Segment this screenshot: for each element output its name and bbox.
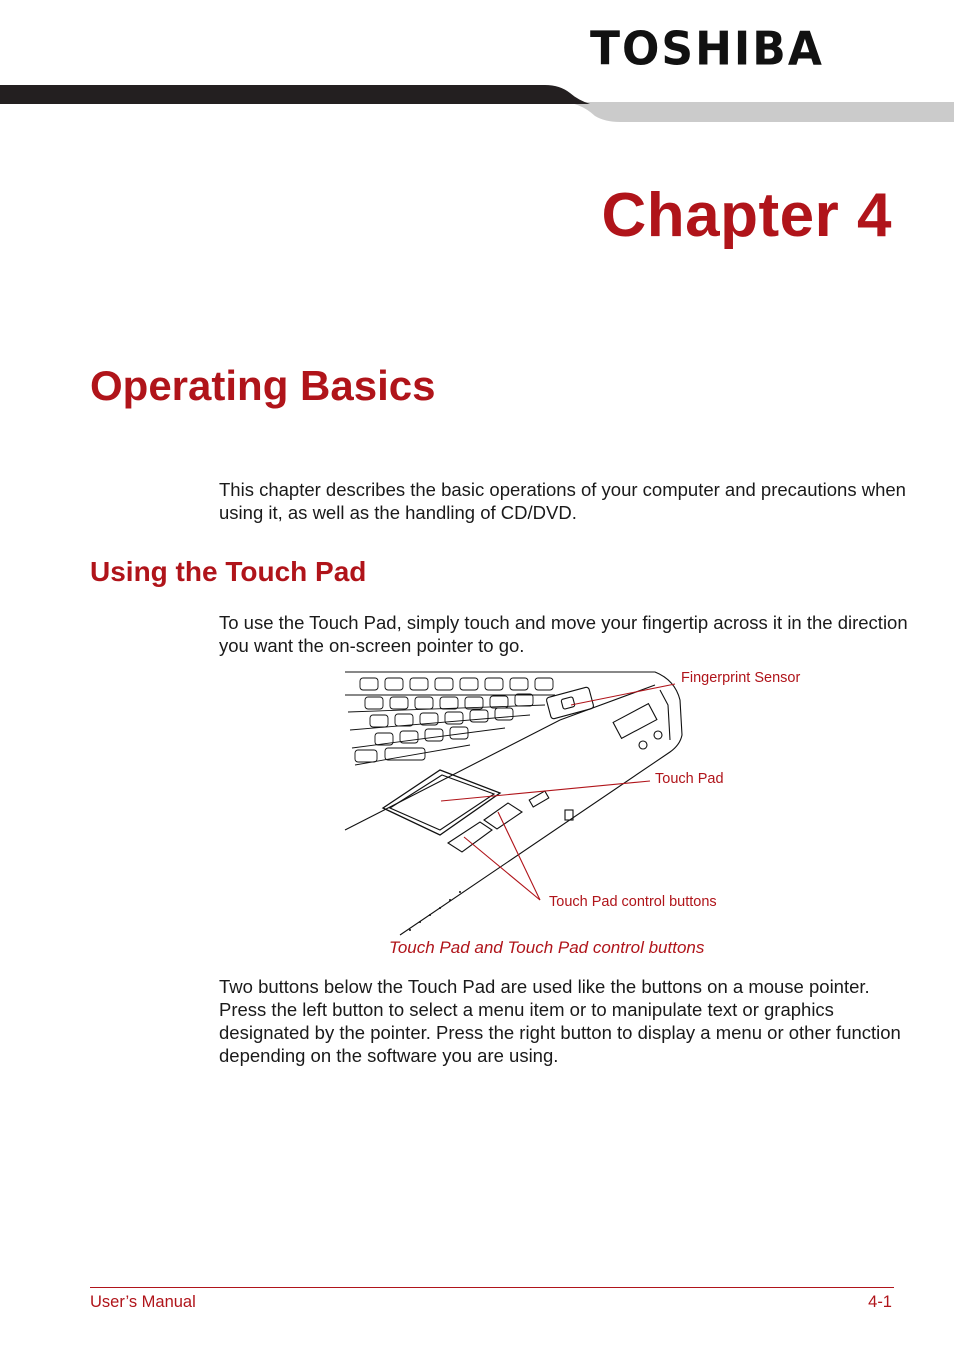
intro-paragraph: This chapter describes the basic operations of your computer and precautions when using it, as well as the handling of CD/DVD. xyxy=(219,479,906,523)
header-band xyxy=(0,80,954,128)
leader-touchpad xyxy=(441,781,650,801)
subsection-title: Using the Touch Pad xyxy=(90,556,367,587)
label-fingerprint-sensor: Fingerprint Sensor xyxy=(681,670,801,686)
label-touch-pad: Touch Pad xyxy=(655,771,724,787)
section-title: Operating Basics xyxy=(90,362,436,409)
touchpad-paragraph-1: To use the Touch Pad, simply touch and move your fingertip across it in the direction you want the on-screen pointer to go. xyxy=(219,612,908,656)
toshiba-logo: TOSHIBA xyxy=(590,22,824,77)
leader-button-left xyxy=(464,837,540,900)
header-band-light xyxy=(560,102,954,122)
footer-page-number: 4-1 xyxy=(868,1293,892,1311)
chapter-title: Chapter 4 xyxy=(601,181,892,250)
leader-button-right xyxy=(498,812,540,900)
figure-caption: Touch Pad and Touch Pad control buttons xyxy=(389,938,705,957)
header-band-dark xyxy=(0,85,590,104)
label-touch-pad-buttons: Touch Pad control buttons xyxy=(549,894,717,910)
footer-rule xyxy=(90,1287,894,1288)
touchpad-paragraph-2: Two buttons below the Touch Pad are used like the buttons on a mouse pointer. Press the left button to select a menu item or to manipulate text or graphics designated by the pointer. Press the right button to display a menu or other function depending on the software you are using. xyxy=(219,976,901,1066)
footer-manual-title: User’s Manual xyxy=(90,1293,196,1311)
